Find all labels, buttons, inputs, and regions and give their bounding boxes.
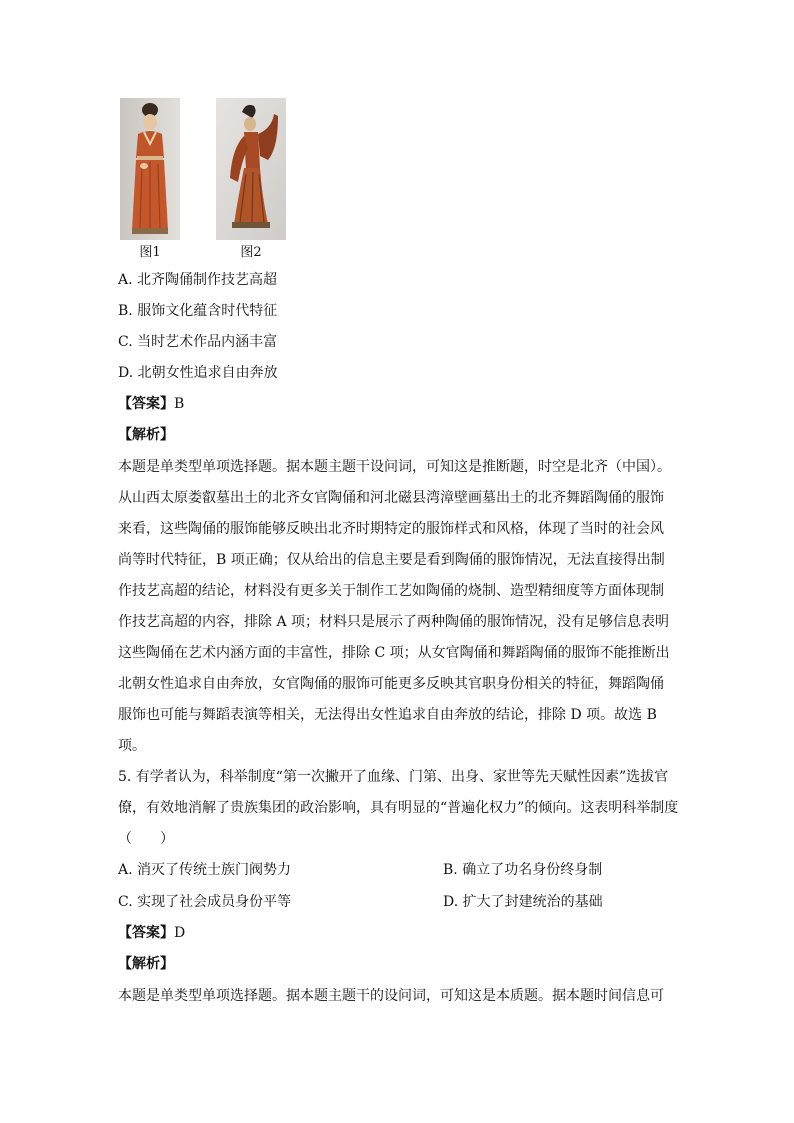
q4-analysis-line-9: 服饰也可能与舞蹈表演等相关，无法得出女性追求自由奔放的结论，排除 D 项。故选 B	[118, 707, 657, 723]
q5-option-d: D. 扩大了封建统治的基础	[443, 894, 603, 910]
q4-analysis-line-10: 项。	[118, 738, 146, 754]
q5-analysis-label: 【解析】	[118, 956, 174, 972]
q4-analysis-line-2: 从山西太原娄叡墓出土的北齐女官陶俑和河北磁县湾漳壁画墓出土的北齐舞蹈陶俑的服饰	[118, 490, 664, 506]
q4-analysis-line-4: 尚等时代特征，B 项正确；仅从给出的信息主要是看到陶俑的服饰情况，无法直接得出制	[118, 552, 665, 568]
q5-answer	[118, 923, 185, 943]
q4-option-a: A. 北齐陶俑制作技艺高超	[118, 272, 278, 288]
q4-analysis-line-1: 本题是单类型单项选择题。据本题主题干设问词，可知这是推断题，时空是北齐（中国）。	[118, 459, 671, 475]
q5-option-a: A. 消灭了传统士族门阀势力	[118, 862, 292, 878]
q4-analysis-line-7: 这些陶俑在艺术内涵方面的丰富性，排除 C 项；从女官陶俑和舞蹈陶俑的服饰不能推断出	[118, 645, 670, 661]
q4-answer-label: 【答案】	[118, 396, 174, 412]
figure-1-caption: 图1	[139, 245, 161, 260]
q4-answer-value: B	[174, 396, 185, 412]
q5-option-c: C. 实现了社会成员身份平等	[118, 894, 292, 910]
q5-answer-value: D	[174, 925, 186, 941]
q5-stem-line-2: 僚，有效地消解了贵族集团的政治影响，具有明显的“普遍化权力”的倾向。这表明科举制度	[118, 800, 679, 816]
q4-analysis-line-3: 来看，这些陶俑的服饰能够反映出北齐时期特定的服饰样式和风格，体现了当时的社会风	[118, 521, 664, 537]
figure-2-dancing-figurine	[216, 98, 286, 240]
q4-option-b: B. 服饰文化蕴含时代特征	[118, 303, 278, 319]
q4-option-d: D. 北朝女性追求自由奔放	[118, 365, 278, 381]
q4-analysis-label: 【解析】	[118, 427, 174, 443]
q5-option-b: B. 确立了功名身份终身制	[443, 862, 603, 878]
q5-analysis-line-1: 本题是单类型单项选择题。据本题主题干的设问词，可知这是本质题。据本题时间信息可	[118, 988, 664, 1004]
q4-answer	[118, 394, 184, 414]
q4-analysis-line-6: 作技艺高超的内容，排除 A 项；材料只是展示了两种陶俑的服饰情况，没有足够信息表明	[118, 614, 670, 630]
q4-option-c: C. 当时艺术作品内涵丰富	[118, 334, 278, 350]
figure-group	[120, 98, 300, 268]
q4-analysis-line-8: 北朝女性追求自由奔放，女官陶俑的服饰可能更多反映其官职身份相关的特征，舞蹈陶俑	[118, 676, 664, 692]
q5-answer-label: 【答案】	[118, 925, 174, 941]
q4-analysis-line-5: 作技艺高超的结论，材料没有更多关于制作工艺如陶俑的烧制、造型精细度等方面体现制	[118, 583, 664, 599]
q5-stem-line-3: （ ）	[118, 831, 174, 847]
q5-stem-line-1: 5. 有学者认为，科举制度“第一次撇开了血缘、门第、出身、家世等先天赋性因素”选拔官	[118, 769, 669, 785]
figure-1-standing-figurine	[120, 98, 180, 240]
figure-2-caption: 图2	[240, 245, 262, 260]
